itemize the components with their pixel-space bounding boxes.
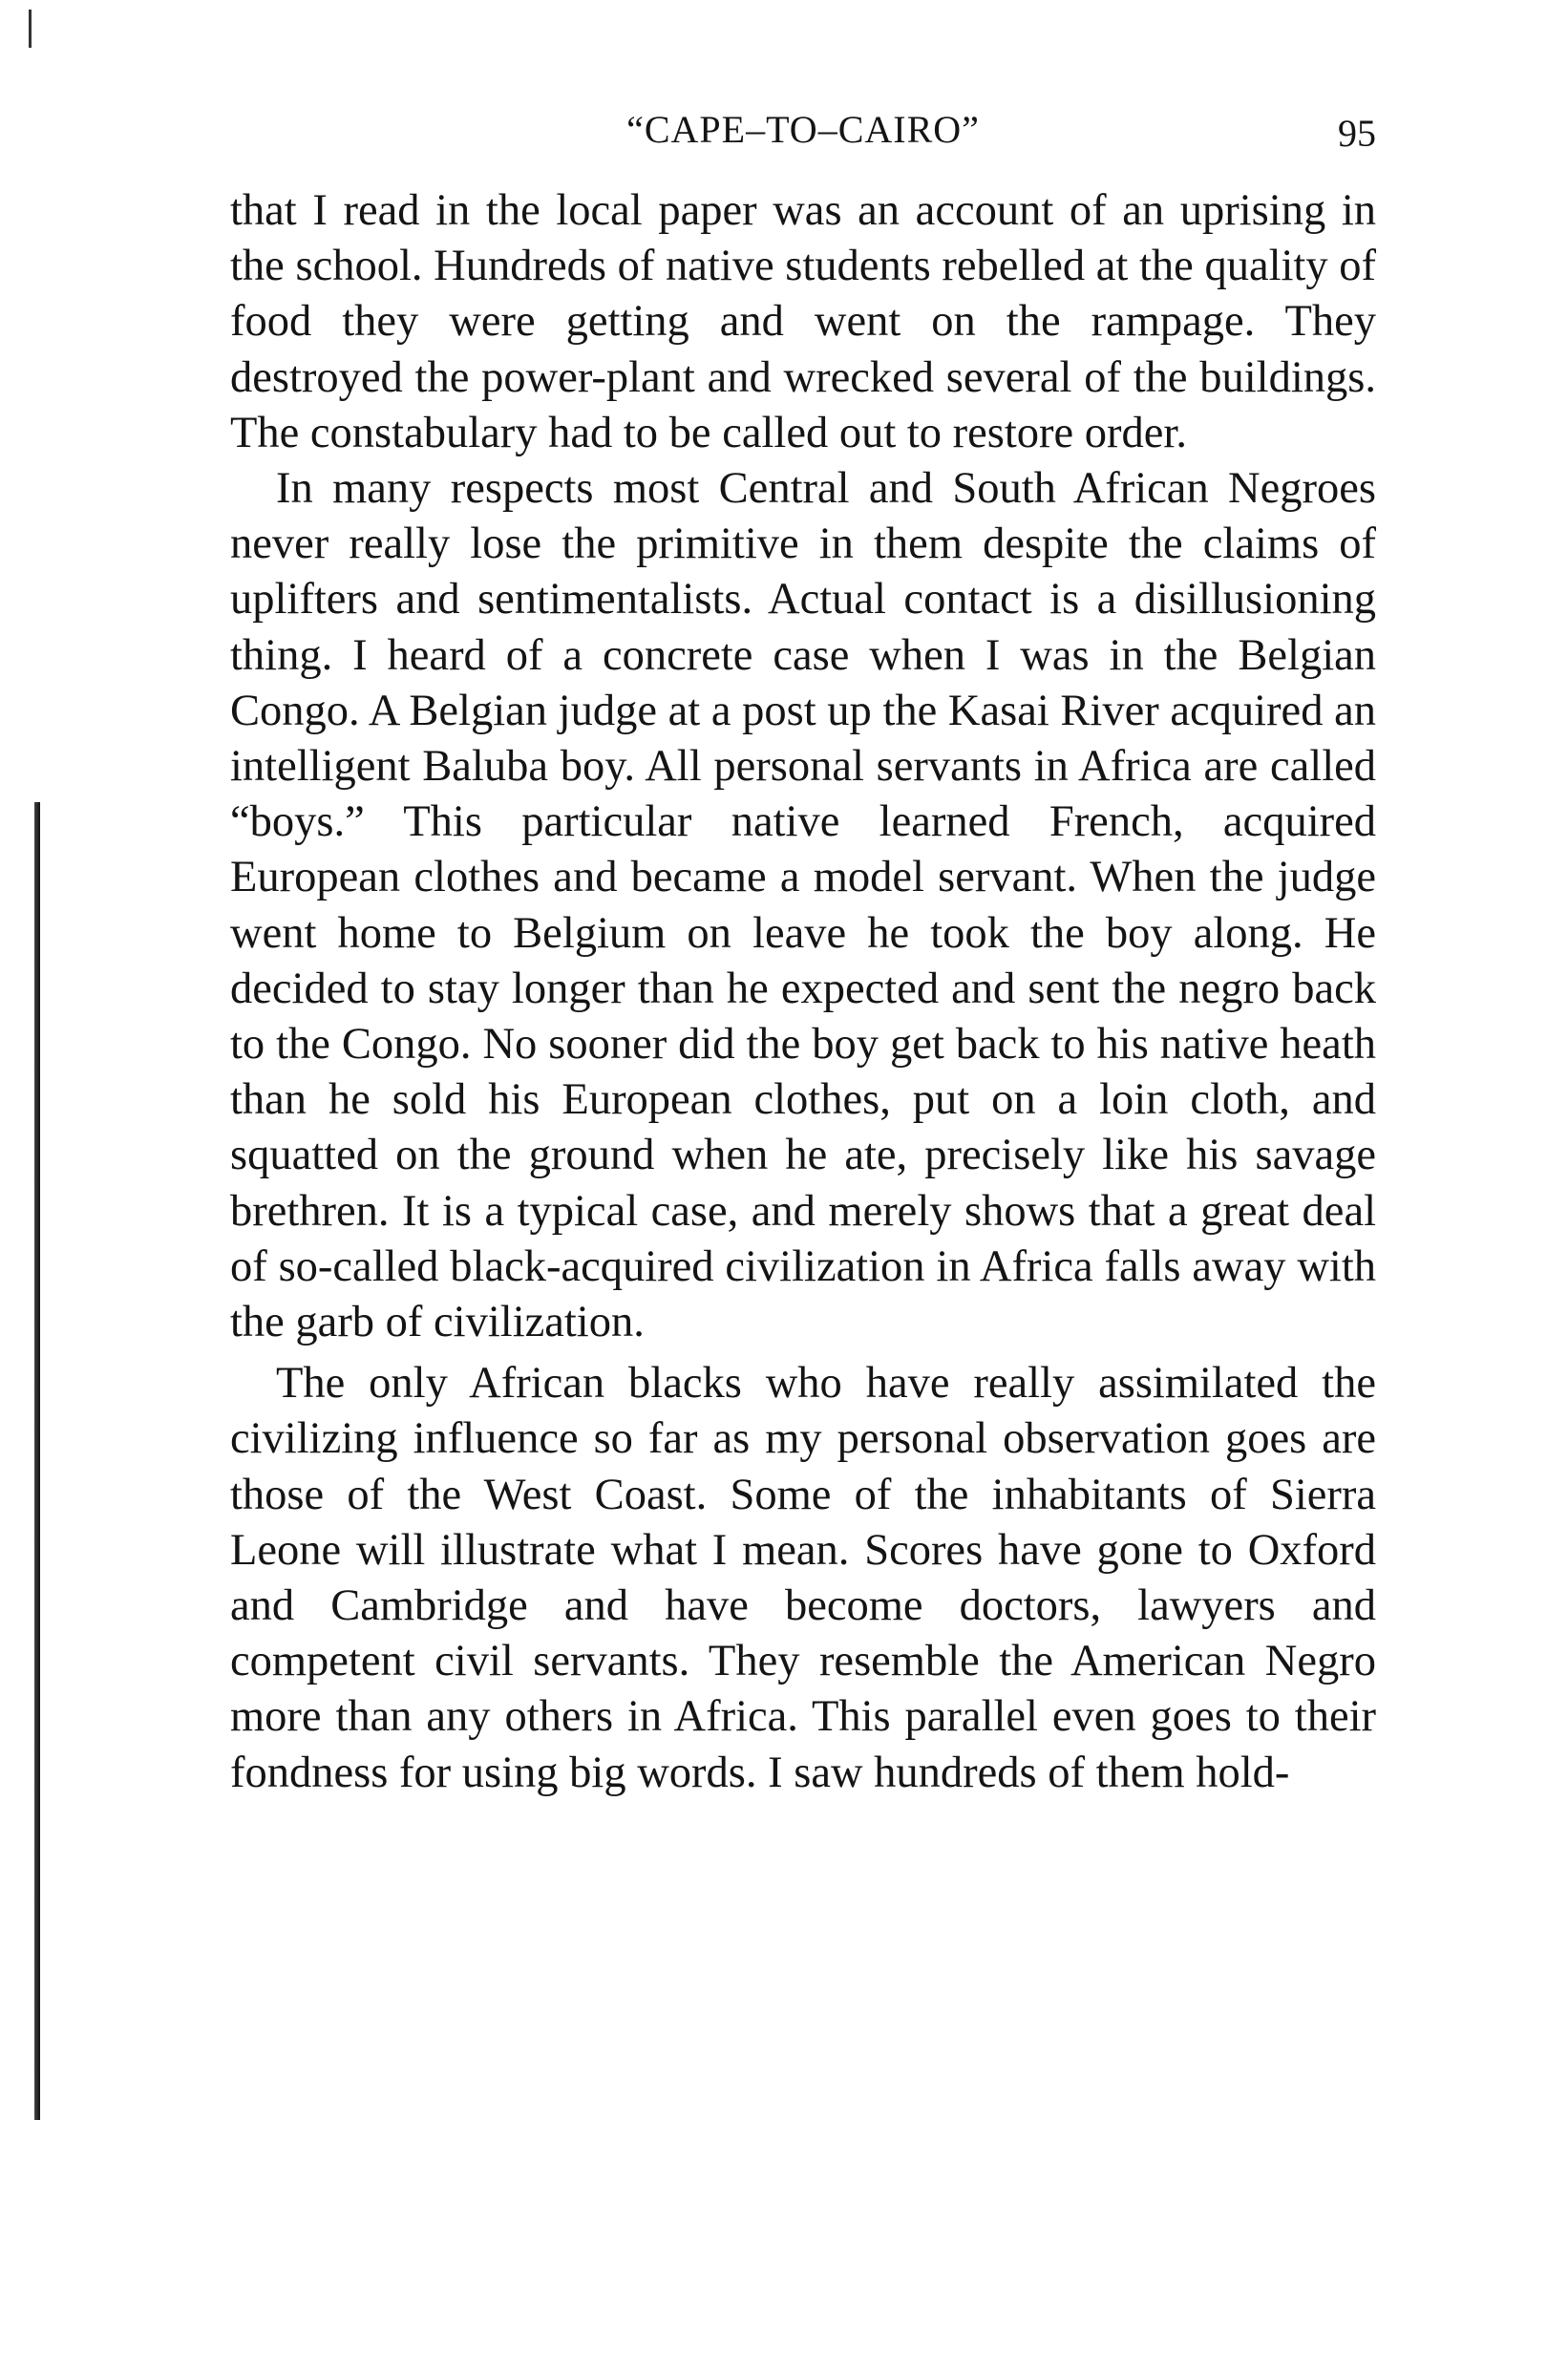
binding-edge-mark (29, 10, 32, 48)
paragraph-2: In many respects most Central and South African Negroes never really lose the primitive in them despite the claims of uplifters and sentimentalists. Actual contact is a disillusioning thing. I heard of a concrete case when I was in the Belgian Congo. A Belgian judge at a post up the Kasai River acquired an intelligent Baluba boy. All personal servants in Africa are called “boys.” This particular native learned French, acquired European clothes and became a model servant. When the judge went home to Belgium on leave he took the boy along. He decided to stay longer than he expected and sent the negro back to the Congo. No sooner did the boy get back to his native heath than he sold his European clothes, put on a loin cloth, and squatted on the ground when he ate, precisely like his savage brethren. It is a typical case, and merely shows that a great deal of so-called black-acquired civilization in Africa falls away with the garb of civilization. (230, 464, 1376, 1347)
paragraph-1: that I read in the local paper was an account of an uprising in the school. Hundreds of native students rebelled at the quality of food they were getting and went on the rampage. They destroyed the power-plant and wrecked several of the buildings. The constabulary had to be called out to restore order. (230, 186, 1376, 457)
body-text (230, 183, 1376, 1801)
page-number: 95 (1338, 112, 1376, 155)
binding-edge-shadow (34, 802, 40, 2120)
paragraph-3: The only African blacks who have really assimilated the civilizing influence so far as my personal observation goes are those of the West Coast. Some of the inhabitants of Sierra Leone will illustrate what I mean. Scores have gone to Oxford and Cambridge and have become doctors, lawyers and competent civil servants. They resemble the American Negro more than any others in Africa. This parallel even goes to their fondness for using big words. I saw hundreds of them hold- (230, 1359, 1376, 1797)
running-head (230, 107, 1376, 164)
running-head-title: “CAPE–TO–CAIRO” (626, 108, 980, 151)
